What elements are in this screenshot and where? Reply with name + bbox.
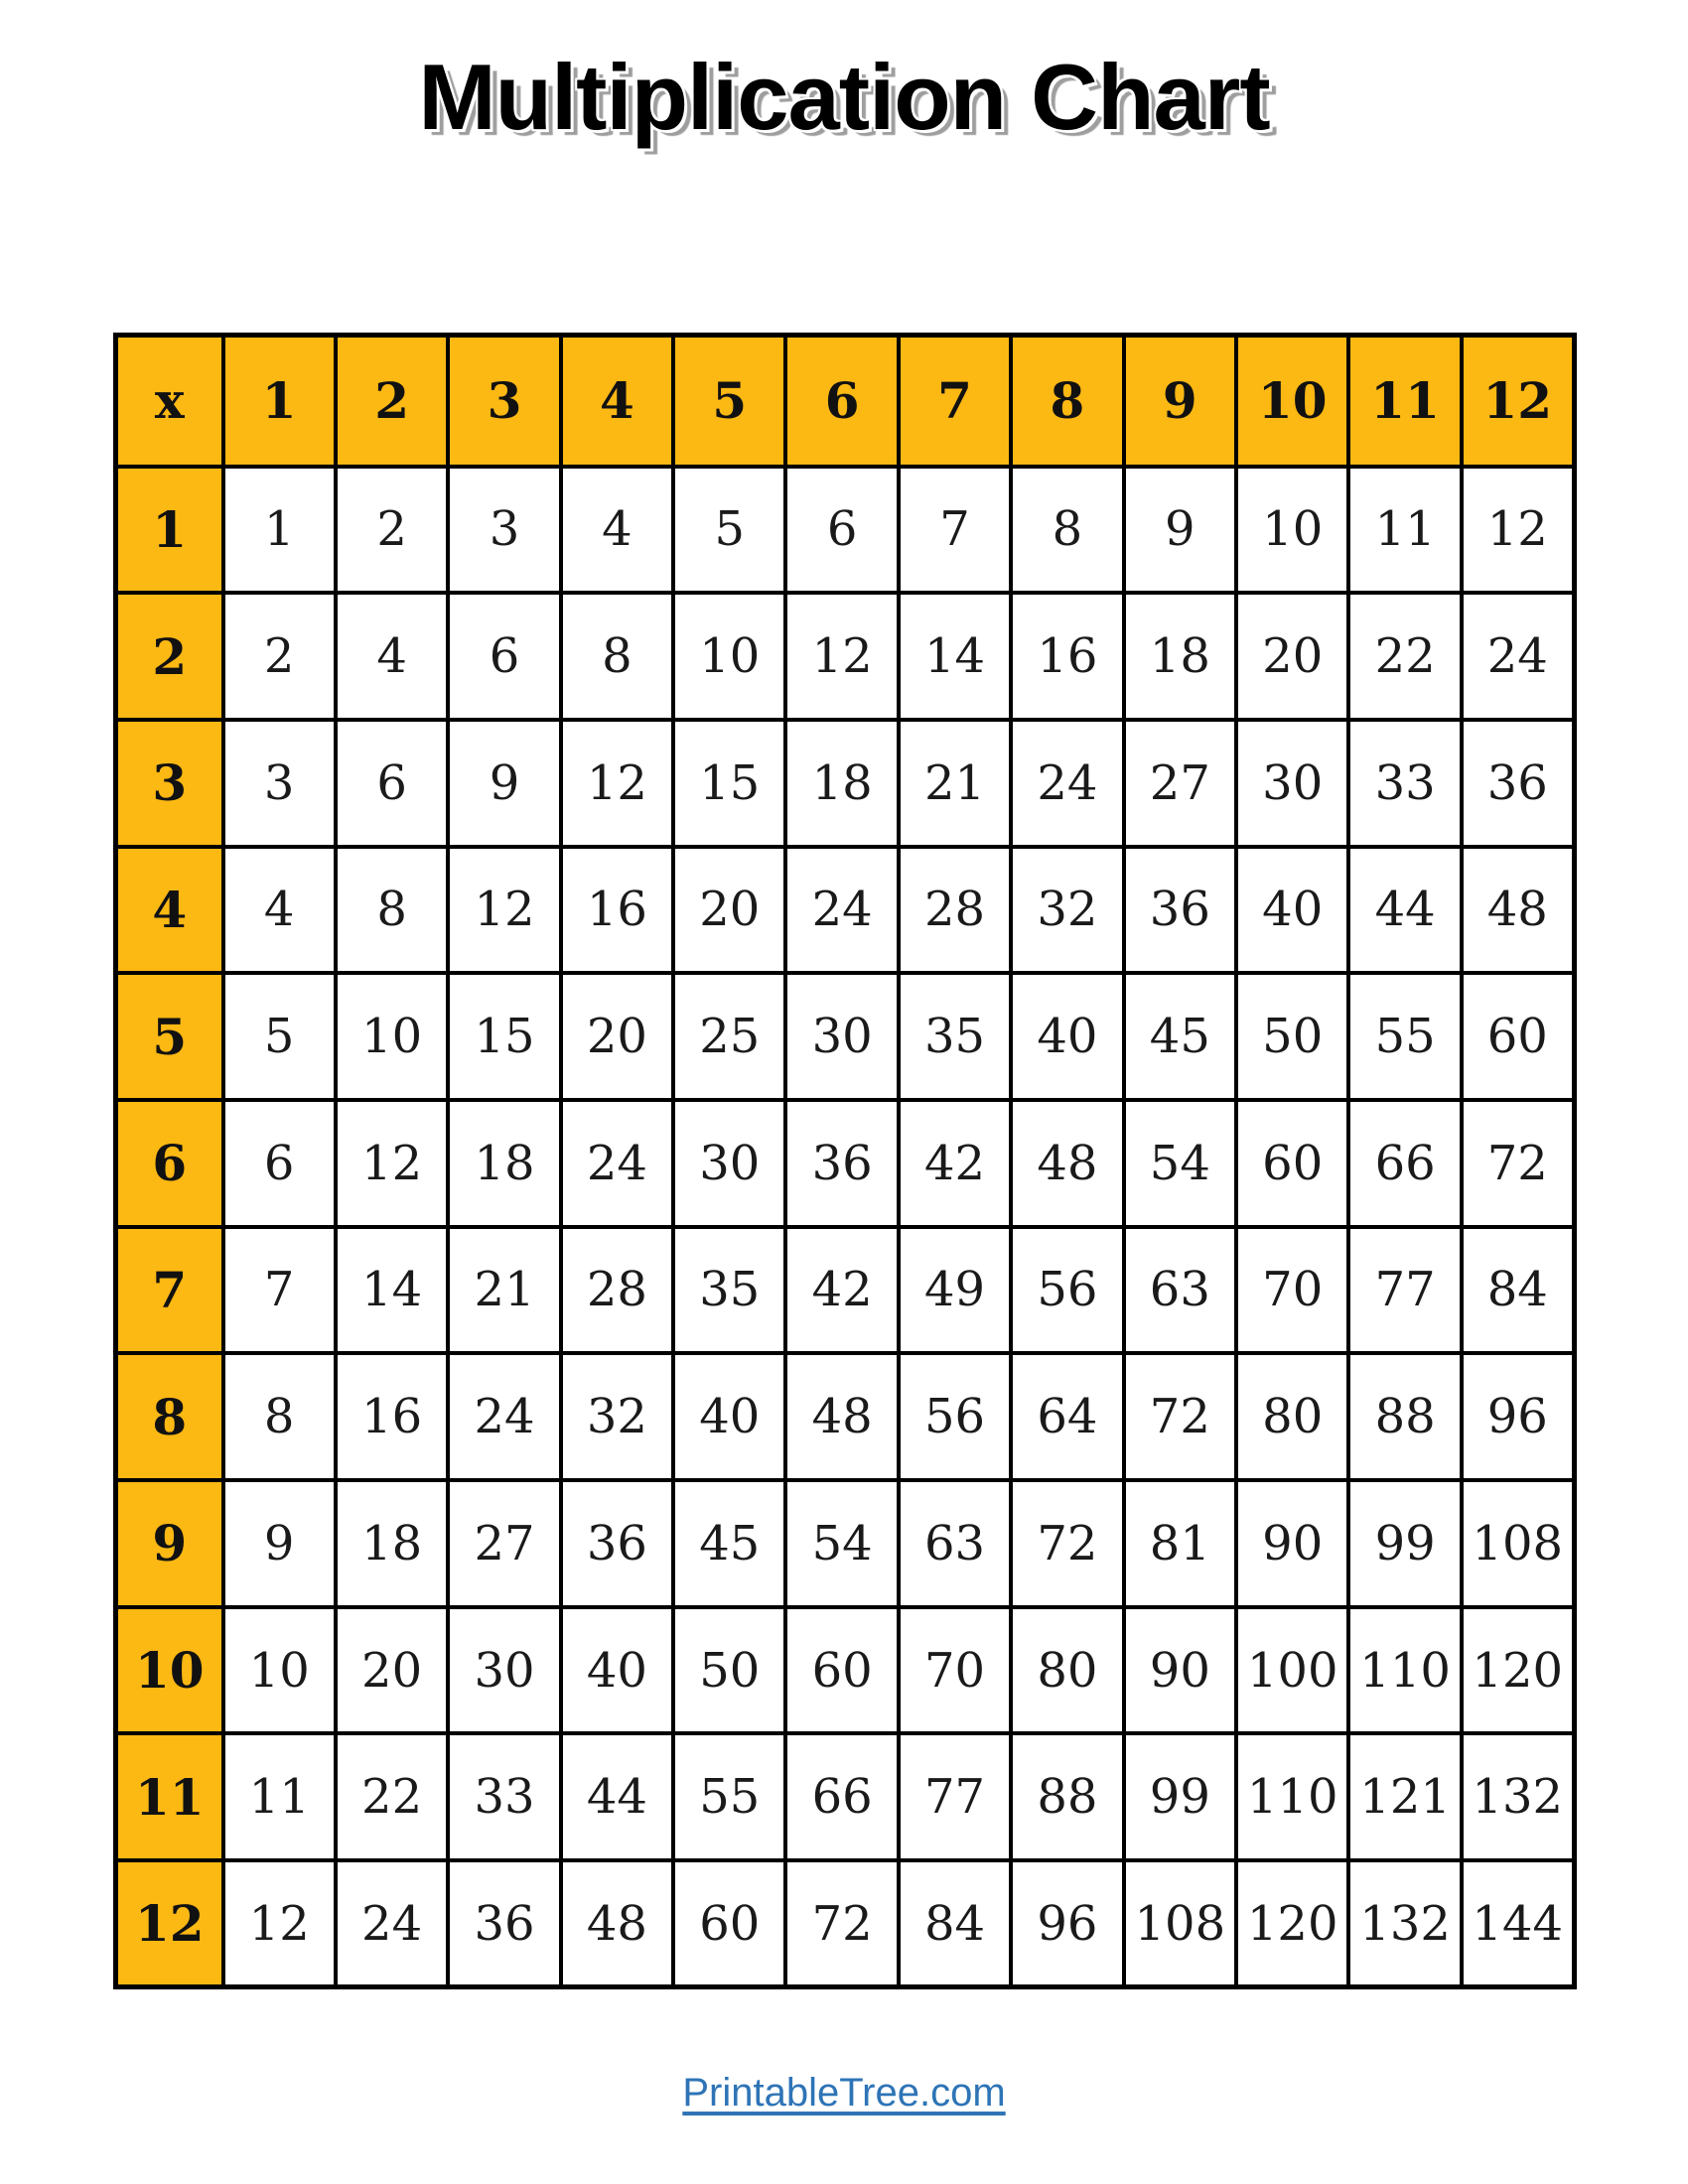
product-cell: 40: [1011, 973, 1123, 1100]
product-cell: 84: [899, 1860, 1011, 1987]
product-cell: 20: [336, 1607, 448, 1734]
table-row: [116, 593, 1575, 720]
product-cell: 60: [673, 1860, 785, 1987]
product-cell: 33: [448, 1733, 560, 1860]
product-cell: 6: [448, 593, 560, 720]
product-cell: 35: [673, 1227, 785, 1354]
product-cell: 77: [1348, 1227, 1461, 1354]
table-row: [116, 1353, 1575, 1480]
product-cell: 10: [673, 593, 785, 720]
product-cell: 56: [1011, 1227, 1123, 1354]
product-cell: 144: [1462, 1860, 1574, 1987]
product-cell: 8: [336, 847, 448, 974]
col-header: 11: [1348, 336, 1461, 467]
product-cell: 30: [785, 973, 898, 1100]
product-cell: 110: [1348, 1607, 1461, 1734]
table-row: [116, 1227, 1575, 1354]
product-cell: 3: [223, 720, 336, 847]
col-header: 3: [448, 336, 560, 467]
product-cell: 40: [673, 1353, 785, 1480]
table-row: [116, 1733, 1575, 1860]
product-cell: 20: [1236, 593, 1348, 720]
product-cell: 64: [1011, 1353, 1123, 1480]
row-header: 2: [116, 593, 223, 720]
product-cell: 36: [785, 1100, 898, 1227]
product-cell: 70: [1236, 1227, 1348, 1354]
product-cell: 27: [448, 1480, 560, 1607]
product-cell: 48: [1011, 1100, 1123, 1227]
product-cell: 28: [899, 847, 1011, 974]
product-cell: 30: [1236, 720, 1348, 847]
col-header: 12: [1462, 336, 1574, 467]
product-cell: 12: [223, 1860, 336, 1987]
product-cell: 24: [448, 1353, 560, 1480]
product-cell: 32: [561, 1353, 673, 1480]
multiplication-table: [113, 333, 1577, 1989]
product-cell: 77: [899, 1733, 1011, 1860]
row-header: 7: [116, 1227, 223, 1354]
table-row: [116, 1100, 1575, 1227]
product-cell: 121: [1348, 1733, 1461, 1860]
product-cell: 72: [1462, 1100, 1574, 1227]
product-cell: 99: [1348, 1480, 1461, 1607]
product-cell: 90: [1124, 1607, 1236, 1734]
table-row: [116, 1607, 1575, 1734]
product-cell: 63: [1124, 1227, 1236, 1354]
product-cell: 45: [673, 1480, 785, 1607]
product-cell: 24: [1462, 593, 1574, 720]
product-cell: 21: [448, 1227, 560, 1354]
product-cell: 50: [673, 1607, 785, 1734]
product-cell: 54: [1124, 1100, 1236, 1227]
product-cell: 72: [785, 1860, 898, 1987]
row-header: 9: [116, 1480, 223, 1607]
product-cell: 33: [1348, 720, 1461, 847]
product-cell: 88: [1011, 1733, 1123, 1860]
product-cell: 72: [1011, 1480, 1123, 1607]
product-cell: 12: [785, 593, 898, 720]
product-cell: 11: [223, 1733, 336, 1860]
product-cell: 6: [785, 467, 898, 594]
table-row: [116, 973, 1575, 1100]
product-cell: 3: [448, 467, 560, 594]
product-cell: 36: [448, 1860, 560, 1987]
product-cell: 120: [1236, 1860, 1348, 1987]
table-row: [116, 720, 1575, 847]
col-header: 10: [1236, 336, 1348, 467]
product-cell: 5: [223, 973, 336, 1100]
col-header: 5: [673, 336, 785, 467]
product-cell: 18: [448, 1100, 560, 1227]
product-cell: 60: [785, 1607, 898, 1734]
product-cell: 60: [1236, 1100, 1348, 1227]
product-cell: 96: [1462, 1353, 1574, 1480]
product-cell: 11: [1348, 467, 1461, 594]
product-cell: 12: [561, 720, 673, 847]
row-header: 5: [116, 973, 223, 1100]
product-cell: 12: [336, 1100, 448, 1227]
product-cell: 80: [1011, 1607, 1123, 1734]
row-header: 11: [116, 1733, 223, 1860]
product-cell: 36: [1124, 847, 1236, 974]
product-cell: 24: [1011, 720, 1123, 847]
table-row: [116, 847, 1575, 974]
product-cell: 84: [1462, 1227, 1574, 1354]
product-cell: 44: [1348, 847, 1461, 974]
row-header: 4: [116, 847, 223, 974]
product-cell: 10: [1236, 467, 1348, 594]
product-cell: 25: [673, 973, 785, 1100]
product-cell: 40: [561, 1607, 673, 1734]
product-cell: 20: [673, 847, 785, 974]
product-cell: 16: [561, 847, 673, 974]
product-cell: 10: [223, 1607, 336, 1734]
product-cell: 18: [1124, 593, 1236, 720]
product-cell: 30: [673, 1100, 785, 1227]
product-cell: 18: [336, 1480, 448, 1607]
product-cell: 36: [561, 1480, 673, 1607]
product-cell: 22: [1348, 593, 1461, 720]
product-cell: 9: [223, 1480, 336, 1607]
product-cell: 12: [448, 847, 560, 974]
row-header: 8: [116, 1353, 223, 1480]
product-cell: 7: [899, 467, 1011, 594]
product-cell: 5: [673, 467, 785, 594]
row-header: 10: [116, 1607, 223, 1734]
product-cell: 8: [223, 1353, 336, 1480]
product-cell: 8: [1011, 467, 1123, 594]
product-cell: 72: [1124, 1353, 1236, 1480]
product-cell: 60: [1462, 973, 1574, 1100]
row-header: 6: [116, 1100, 223, 1227]
product-cell: 22: [336, 1733, 448, 1860]
col-header: 9: [1124, 336, 1236, 467]
product-cell: 40: [1236, 847, 1348, 974]
product-cell: 6: [336, 720, 448, 847]
multiplication-table-wrap: [113, 333, 1577, 1989]
product-cell: 48: [561, 1860, 673, 1987]
product-cell: 9: [448, 720, 560, 847]
product-cell: 6: [223, 1100, 336, 1227]
product-cell: 132: [1348, 1860, 1461, 1987]
product-cell: 14: [899, 593, 1011, 720]
product-cell: 14: [336, 1227, 448, 1354]
product-cell: 49: [899, 1227, 1011, 1354]
product-cell: 100: [1236, 1607, 1348, 1734]
col-header: 8: [1011, 336, 1123, 467]
product-cell: 24: [336, 1860, 448, 1987]
product-cell: 15: [673, 720, 785, 847]
product-cell: 8: [561, 593, 673, 720]
product-cell: 66: [1348, 1100, 1461, 1227]
product-cell: 24: [561, 1100, 673, 1227]
product-cell: 120: [1462, 1607, 1574, 1734]
col-header: 1: [223, 336, 336, 467]
product-cell: 10: [336, 973, 448, 1100]
product-cell: 80: [1236, 1353, 1348, 1480]
product-cell: 27: [1124, 720, 1236, 847]
product-cell: 48: [785, 1353, 898, 1480]
corner-cell: x: [116, 336, 223, 467]
product-cell: 35: [899, 973, 1011, 1100]
product-cell: 44: [561, 1733, 673, 1860]
row-header: 3: [116, 720, 223, 847]
product-cell: 66: [785, 1733, 898, 1860]
product-cell: 4: [336, 593, 448, 720]
product-cell: 45: [1124, 973, 1236, 1100]
product-cell: 81: [1124, 1480, 1236, 1607]
product-cell: 55: [673, 1733, 785, 1860]
product-cell: 16: [1011, 593, 1123, 720]
product-cell: 36: [1462, 720, 1574, 847]
col-header: 4: [561, 336, 673, 467]
product-cell: 4: [223, 847, 336, 974]
row-header: 1: [116, 467, 223, 594]
printabletree-link[interactable]: PrintableTree.com: [682, 2071, 1006, 2115]
product-cell: 21: [899, 720, 1011, 847]
product-cell: 16: [336, 1353, 448, 1480]
product-cell: 32: [1011, 847, 1123, 974]
product-cell: 12: [1462, 467, 1574, 594]
product-cell: 2: [223, 593, 336, 720]
product-cell: 110: [1236, 1733, 1348, 1860]
product-cell: 42: [785, 1227, 898, 1354]
table-row: [116, 1860, 1575, 1987]
product-cell: 88: [1348, 1353, 1461, 1480]
footer: [0, 2071, 1688, 2116]
product-cell: 9: [1124, 467, 1236, 594]
product-cell: 70: [899, 1607, 1011, 1734]
product-cell: 42: [899, 1100, 1011, 1227]
product-cell: 108: [1462, 1480, 1574, 1607]
col-header: 6: [785, 336, 898, 467]
product-cell: 56: [899, 1353, 1011, 1480]
product-cell: 7: [223, 1227, 336, 1354]
product-cell: 1: [223, 467, 336, 594]
header-row: [116, 336, 1575, 467]
product-cell: 2: [336, 467, 448, 594]
table-row: [116, 467, 1575, 594]
product-cell: 54: [785, 1480, 898, 1607]
product-cell: 30: [448, 1607, 560, 1734]
product-cell: 132: [1462, 1733, 1574, 1860]
product-cell: 50: [1236, 973, 1348, 1100]
product-cell: 24: [785, 847, 898, 974]
product-cell: 18: [785, 720, 898, 847]
product-cell: 15: [448, 973, 560, 1100]
product-cell: 48: [1462, 847, 1574, 974]
product-cell: 99: [1124, 1733, 1236, 1860]
product-cell: 108: [1124, 1860, 1236, 1987]
row-header: 12: [116, 1860, 223, 1987]
page-title: Multiplication Chart: [418, 45, 1270, 149]
product-cell: 90: [1236, 1480, 1348, 1607]
product-cell: 55: [1348, 973, 1461, 1100]
product-cell: 28: [561, 1227, 673, 1354]
col-header: 2: [336, 336, 448, 467]
product-cell: 4: [561, 467, 673, 594]
col-header: 7: [899, 336, 1011, 467]
table-row: [116, 1480, 1575, 1607]
product-cell: 63: [899, 1480, 1011, 1607]
product-cell: 20: [561, 973, 673, 1100]
product-cell: 96: [1011, 1860, 1123, 1987]
